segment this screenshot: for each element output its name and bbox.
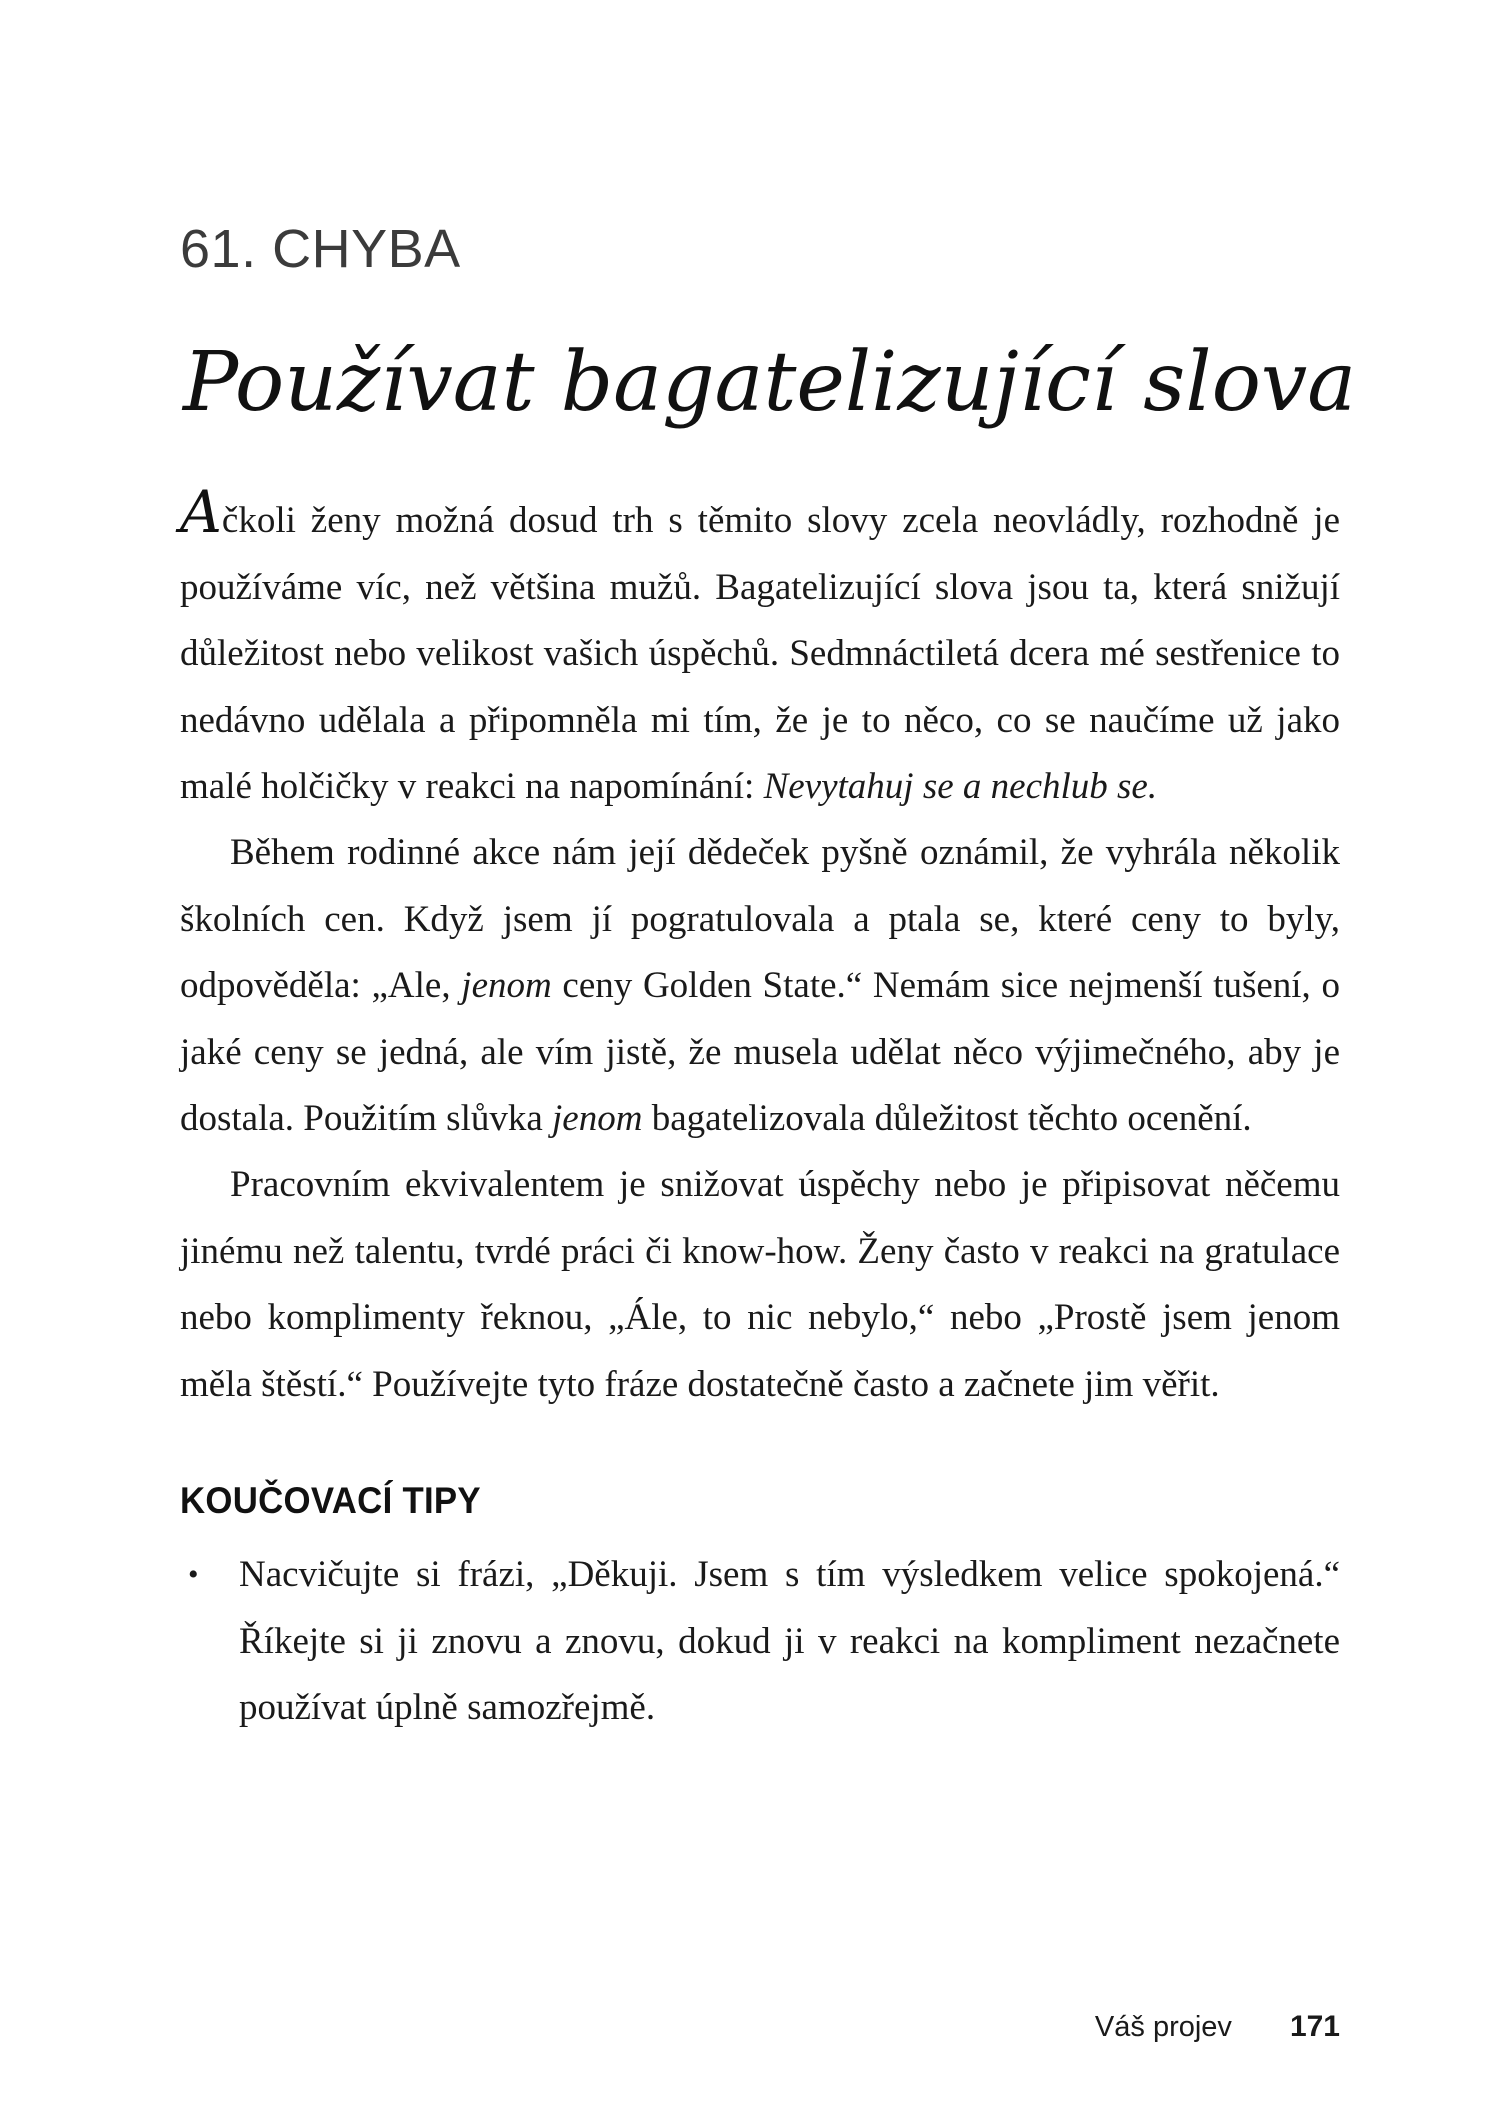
chapter-title: Používat bagatelizující slova bbox=[183, 335, 1357, 430]
chapter-label: 61. CHYBA bbox=[180, 219, 461, 279]
section-heading: KOUČOVACÍ TIPY bbox=[180, 1480, 481, 1521]
paragraph-2-italic-2: jenom bbox=[552, 1098, 643, 1139]
paragraph-2 bbox=[180, 820, 1340, 1153]
drop-cap: A bbox=[180, 478, 222, 546]
paragraph-2-text-3: bagatelizovala důležitost těchto ocenění. bbox=[642, 1098, 1252, 1139]
paragraph-1-italic-phrase: Nevytahuj se a nechlub se. bbox=[763, 766, 1158, 807]
page-footer bbox=[1095, 2010, 1340, 2044]
running-title: Váš projev bbox=[1094, 2011, 1232, 2043]
paragraph-1-text: čkoli ženy možná dosud trh s těmito slovy zcela neovládly, rozhodně je používáme víc, než většina mužů. Bagatelizující slova jsou ta, která snižují důležitost nebo velikost vašich úspěchů. Sedmnáctiletá dcera mé sestřenice to nedávno udělala a připomněla mi tím, že je to něco, co se naučíme už jako malé holčičky v reakci na napomínání: bbox=[180, 500, 1340, 807]
paragraph-2-italic-1: jenom bbox=[461, 965, 552, 1006]
paragraph-1 bbox=[180, 478, 1340, 821]
coaching-tips-list bbox=[180, 1542, 1340, 1742]
paragraph-2-text-1: Během rodinné akce nám její dědeček pyšně oznámil, že vyhrála několik školních cen. Když jsem jí pogratulovala a ptala se, které ceny to byly, odpověděla: „Ale, bbox=[180, 832, 1340, 1006]
list-item bbox=[180, 1542, 1340, 1742]
paragraph-3 bbox=[180, 1152, 1340, 1418]
paragraph-2-text-2: ceny Golden State.“ Nemám sice nejmenší tušení, o jaké ceny se jedná, ale vím jistě, že musela udělat něco výjimečného, aby je dostala. Použitím slůvka bbox=[180, 965, 1340, 1139]
paragraph-3-text: Pracovním ekvivalentem je snižovat úspěchy nebo je připisovat něčemu jinému než talentu, tvrdé práci či know-how. Ženy často v reakci na gratulace nebo komplimenty řeknou, „Ále, to nic nebylo,“ nebo „Prostě jsem jenom měla štěstí.“ Používejte tyto fráze dostatečně často a začnete jim věřit. bbox=[180, 1164, 1340, 1405]
page-number: 171 bbox=[1289, 2010, 1340, 2043]
bullet-icon: • bbox=[188, 1558, 199, 1591]
tip-text: Nacvičujte si frázi, „Děkuji. Jsem s tím výsledkem velice spokojená.“ Říkejte si ji znovu a znovu, dokud ji v reakci na kompliment nezačnete používat úplně samozřejmě. bbox=[239, 1554, 1340, 1728]
